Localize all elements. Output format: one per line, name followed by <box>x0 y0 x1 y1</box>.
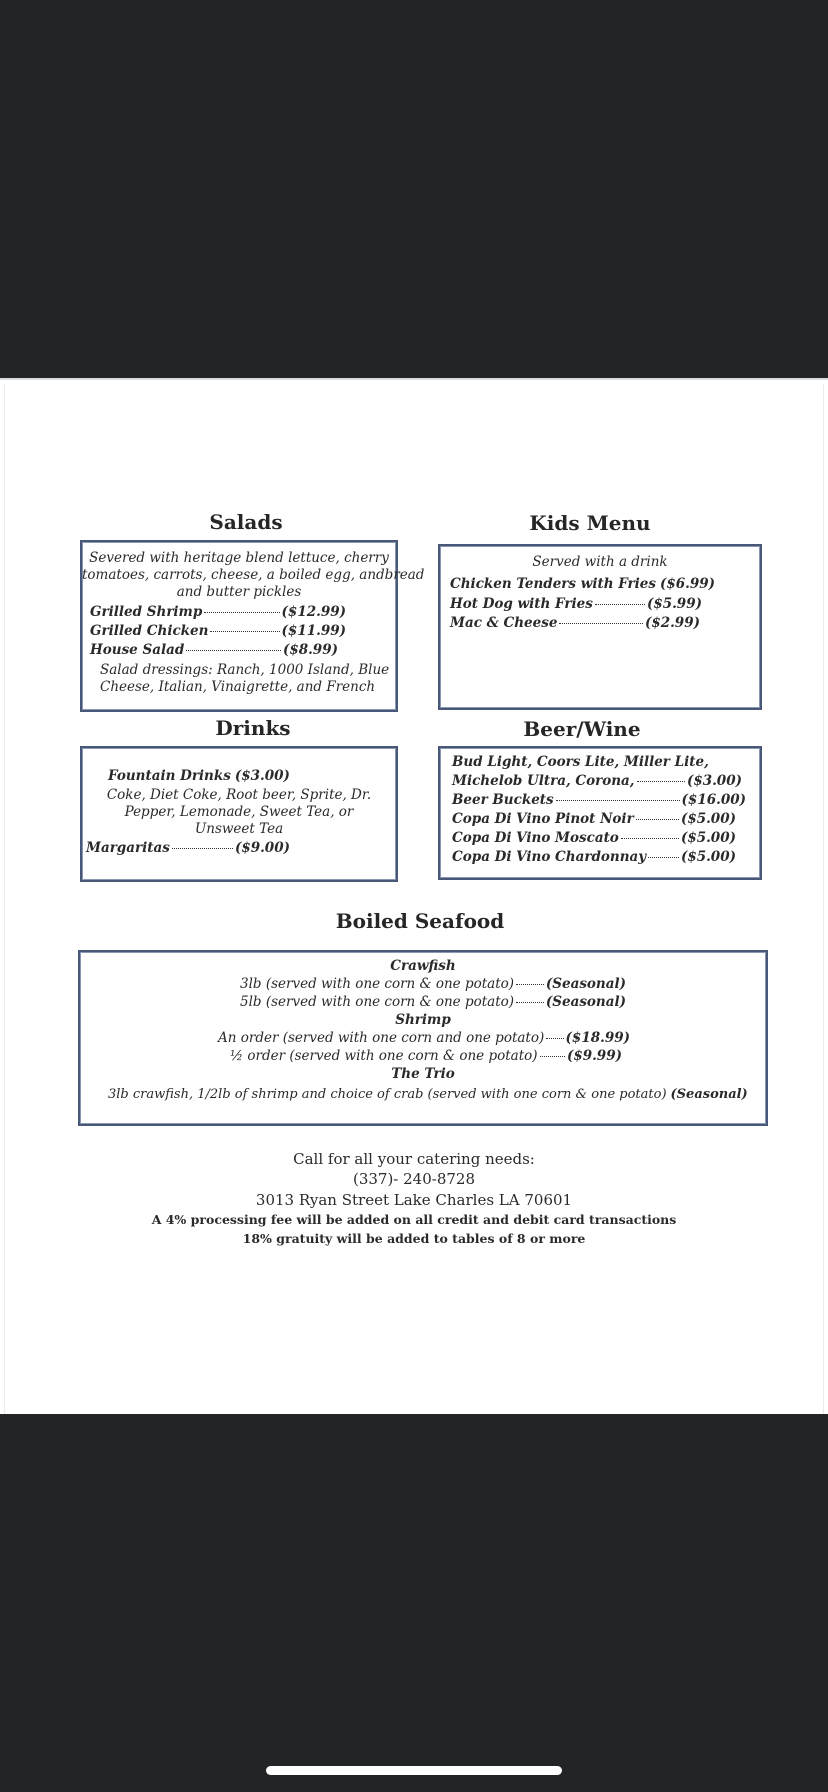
wine-item-pinot-noir: Copa Di Vino Pinot Noir ($5.00) <box>452 811 736 827</box>
crawfish-item-3lb: 3lb (served with one corn & one potato) (Seasonal) <box>240 976 626 992</box>
seafood-box <box>78 950 768 1126</box>
salads-heading: Salads <box>209 510 283 534</box>
crawfish-title: Crawfish <box>390 958 456 974</box>
salad-dressings: Salad dressings: Ranch, 1000 Island, Blue Cheese, Italian, Vinaigrette, and French <box>100 662 390 695</box>
salad-item-house-salad: House Salad ($8.99) <box>90 642 338 658</box>
wine-item-chardonnay: Copa Di Vino Chardonnay ($5.00) <box>452 849 736 865</box>
drinks-item-margaritas: Margaritas ($9.00) <box>86 840 290 856</box>
beer-item-michelob: Michelob Ultra, Corona, ($3.00) <box>452 773 742 789</box>
beer-wine-line-1: Bud Light, Coors Lite, Miller Lite, <box>452 754 709 770</box>
kids-item-chicken-tenders: Chicken Tenders with Fries ($6.99) <box>450 576 716 592</box>
address: 3013 Ryan Street Lake Charles LA 70601 <box>255 1191 573 1209</box>
shrimp-title: Shrimp <box>395 1012 451 1028</box>
gratuity-note: 18% gratuity will be added to tables of 8 or more <box>242 1231 586 1246</box>
kids-menu-note: Served with a drink <box>532 554 668 570</box>
processing-fee-note: A 4% processing fee will be added on all credit and debit card transactions <box>151 1212 677 1227</box>
kids-menu-heading: Kids Menu <box>529 511 651 535</box>
phone-number: (337)- 240-8728 <box>352 1170 476 1188</box>
beer-wine-box <box>438 746 762 880</box>
catering-note: Call for all your catering needs: <box>293 1150 535 1168</box>
menu-paper <box>0 378 828 1414</box>
salads-description: Severed with heritage blend lettuce, cherry tomatoes, carrots, cheese, a boiled egg, andbread and butter pickles <box>82 550 425 600</box>
drinks-heading: Drinks <box>215 716 291 740</box>
drinks-fountain-options: Coke, Diet Coke, Root beer, Sprite, Dr. Pepper, Lemonade, Sweet Tea, or Unsweet Tea <box>106 787 372 837</box>
home-indicator[interactable] <box>266 1766 562 1775</box>
shrimp-item-full-order: An order (served with one corn and one potato) ($18.99) <box>218 1030 630 1046</box>
trio-item: 3lb crawfish, 1/2lb of shrimp and choice of crab (served with one corn & one potato) (Seasonal) <box>108 1087 748 1102</box>
salads-box <box>80 540 425 712</box>
trio-title: The Trio <box>391 1066 455 1082</box>
wine-item-moscato: Copa Di Vino Moscato ($5.00) <box>452 830 736 846</box>
crawfish-item-5lb: 5lb (served with one corn & one potato) (Seasonal) <box>240 994 626 1010</box>
kids-item-mac-cheese: Mac & Cheese ($2.99) <box>450 615 700 631</box>
drinks-item-fountain: Fountain Drinks ($3.00) <box>108 768 290 784</box>
beer-item-buckets: Beer Buckets ($16.00) <box>452 792 746 808</box>
salad-item-grilled-shrimp: Grilled Shrimp ($12.99) <box>90 604 346 620</box>
kids-menu-box <box>438 544 762 710</box>
salad-item-grilled-chicken: Grilled Chicken ($11.99) <box>90 623 346 639</box>
drinks-box <box>80 746 398 882</box>
kids-item-hot-dog: Hot Dog with Fries ($5.99) <box>450 596 702 612</box>
shrimp-item-half-order: ½ order (served with one corn & one potato) ($9.99) <box>230 1048 622 1064</box>
beer-wine-heading: Beer/Wine <box>523 717 641 741</box>
paper-edge <box>4 384 824 1414</box>
seafood-heading: Boiled Seafood <box>335 909 505 933</box>
